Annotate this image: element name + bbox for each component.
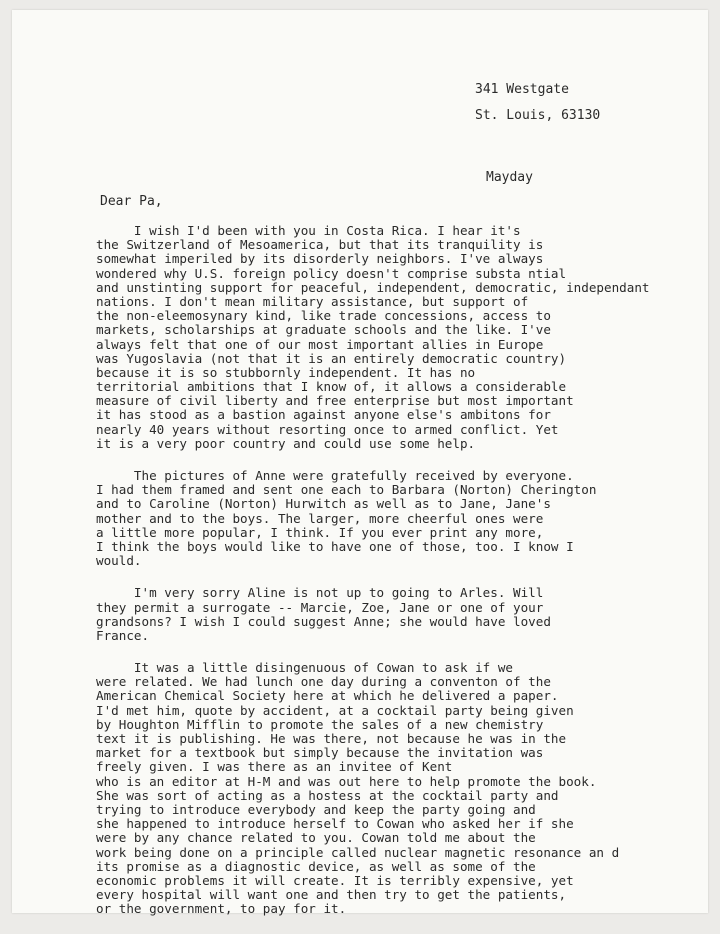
letter-paragraph [96,661,696,916]
letter-line: who is an editor at H-M and was out here to help promote the book. [96,773,597,789]
letter-line: a little more popular, I think. If you ever print any more, [96,524,544,540]
letter-line: territorial ambitions that I know of, it allows a considerable [96,379,567,395]
letter-line: It was a little disingenuous of Cowan to ask if we [96,660,514,676]
letter-line: she happened to introduce herself to Cowan who asked her if she [96,816,574,832]
letter-body [96,224,696,934]
letter-line: I had them framed and sent one each to Barbara (Norton) Cherington [96,482,597,498]
letter-line: nations. I don't mean military assistance, but support of [96,293,529,309]
letter-line: text it is publishing. He was there, not because he was in the [96,731,567,746]
letter-line: American Chemical Society here at which he delivered a paper. [96,688,559,704]
letter-line: trying to introduce everybody and keep the party going and [96,801,536,817]
letter-line: by Houghton Mifflin to promote the sales of a new chemistry [96,716,544,732]
letter-line: its promise as a diagnostic device, as well as some of the [96,858,536,874]
letter-line: somewhat imperiled by its disorderly neighbors. I've always [96,251,544,267]
letter-line: they permit a surrogate -- Marcie, Zoe, Jane or one of your [96,599,544,615]
letter-date: Mayday [486,170,533,185]
letter-line: mother and to the boys. The larger, more cheerful ones were [96,510,544,526]
letter-line: would. [96,553,142,569]
address-street: 341 Westgate [475,82,569,97]
address-city: St. Louis, 63130 [475,108,601,123]
letter-line: market for a textbook but simply because the invitation was [96,745,544,761]
letter-line: The pictures of Anne were gratefully received by everyone. [96,468,574,483]
letter-line: the Switzerland of Mesoamerica, but that its tranquility is [96,237,544,253]
letter-line: economic problems it will create. It is terribly expensive, yet [96,872,574,888]
letter-line: were related. We had lunch one day during a conventon of the [96,674,551,690]
letter-line: freely given. I was there as an invitee of Kent [96,759,453,775]
salutation: Dear Pa, [100,194,163,209]
letter-line: was Yugoslavia (not that it is an entirely democratic country) [96,350,567,366]
letter-line: were by any chance related to you. Cowan told me about the [96,830,536,846]
letter-line: always felt that one of our most important allies in Europe [96,336,544,352]
letter-line: nearly 40 years without resorting once to armed conflict. Yet [96,421,559,437]
letter-line: She was sort of acting as a hostess at the cocktail party and [96,787,559,803]
letter-line: I'm very sorry Aline is not up to going to Arles. Will [96,585,544,601]
letter-line: wondered why U.S. foreign policy doesn't comprise substa ntial [96,265,567,281]
letter-line: I wish I'd been with you in Costa Rica. I hear it's [96,223,521,238]
letter-line: France. [96,627,150,643]
letter-page [12,10,708,917]
letter-paragraph [96,586,696,643]
letter-line: the non-eleemosynary kind, like trade concessions, access to [96,308,551,324]
letter-line: or the government, to pay for it. [96,901,347,917]
letter-line: work being done on a principle called nuclear magnetic resonance an d [96,844,620,860]
letter-paragraph [96,224,696,451]
letter-line: and to Caroline (Norton) Hurwitch as well as to Jane, Jane's [96,496,551,512]
letter-line: because it is so stubbornly independent. It has no [96,364,476,380]
letter-line: measure of civil liberty and free enterprise but most important [96,393,574,409]
letter-paragraph [96,469,696,568]
letter-line: it is a very poor country and could use some help. [96,435,476,451]
letter-line: and unstinting support for peaceful, independent, democratic, independant [96,279,650,295]
letter-line: every hospital will want one and then try to get the patients, [96,887,567,903]
letter-line: it has stood as a bastion against anyone else's ambitons for [96,407,551,423]
letter-line: I think the boys would like to have one of those, too. I know I [96,538,574,554]
letter-line: I'd met him, quote by accident, at a cocktail party being given [96,702,574,718]
letter-line: grandsons? I wish I could suggest Anne; she would have loved [96,613,551,629]
letter-line: markets, scholarships at graduate schools and the like. I've [96,322,551,338]
